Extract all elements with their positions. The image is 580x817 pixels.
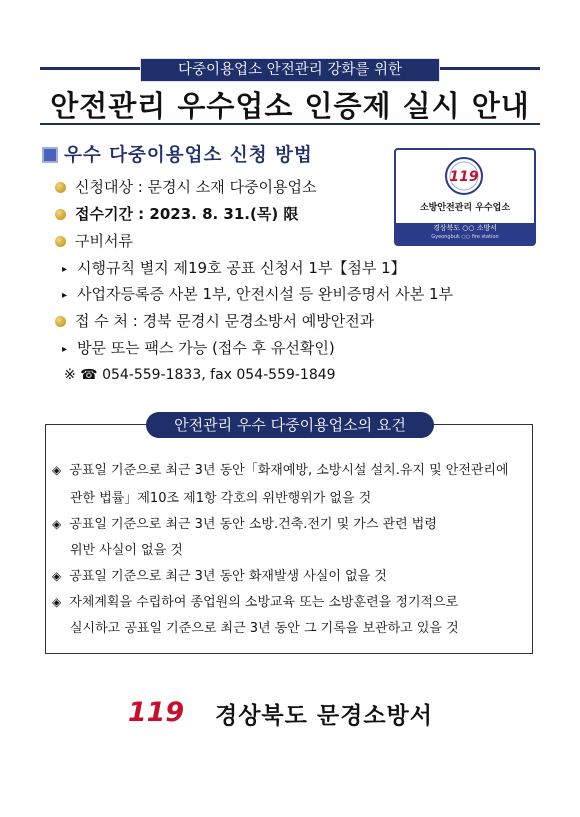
list-item-documents: 구비서류 (55, 232, 133, 250)
requirement-line: ◈ 공표일 기준으로 최근 3년 동안 소방.건축.전기 및 가스 관련 법령 (52, 517, 437, 532)
diamond-bullet-icon: ◈ (52, 517, 62, 531)
bullet-icon (55, 209, 66, 220)
bullet-icon (55, 236, 66, 247)
arrow-right-icon: ▸ (62, 290, 68, 301)
footer-logo-text: 119 (127, 697, 185, 728)
arrow-right-icon: ▸ (62, 264, 68, 275)
list-subitem-copies: ▸ 사업자등록증 사본 1부, 안전시설 등 완비증명서 사본 1부 (62, 285, 454, 303)
list-item-period: 접수기간 : 2023. 8. 31.(목) 限 (55, 205, 298, 223)
diamond-bullet-icon: ◈ (52, 569, 62, 583)
list-subitem-visit: ▸ 방문 또는 팩스 가능 (접수 후 유선확인) (62, 339, 335, 357)
certificate-band (396, 223, 534, 244)
arrow-right-icon: ▸ (62, 344, 68, 355)
fire-119-logo-icon (127, 694, 185, 728)
list-item-office: 접 수 처 : 경북 문경시 문경소방서 예방안전과 (55, 312, 374, 330)
fire-119-emblem-icon (440, 156, 488, 196)
bullet-icon (55, 182, 66, 193)
certificate-station: 경상북도 ○○ 소방서 (433, 224, 497, 232)
header-bottom-rule (40, 123, 540, 125)
page-title: 안전관리 우수업소 인증제 실시 안내 (50, 89, 530, 123)
requirement-line: 실시하고 공표일 기준으로 최근 3년 동안 그 기록을 보관하고 있을 것 (70, 621, 459, 636)
requirement-line: ◈ 자체계획을 수립하여 종업원의 소방교육 또는 소방훈련을 정기적으로 (52, 595, 459, 610)
svg-text:119: 119 (449, 169, 479, 185)
bullet-icon (55, 316, 66, 327)
diamond-bullet-icon: ◈ (52, 595, 62, 609)
organization-name: 경상북도 문경소방서 (215, 703, 433, 729)
contact-line: ※ ☎ 054-559-1833, fax 054-559-1849 (64, 367, 336, 383)
requirement-line: 위반 사실이 없을 것 (70, 543, 183, 558)
diamond-bullet-icon: ◈ (52, 463, 62, 477)
requirements-title: 안전관리 우수 다중이용업소의 요건 (146, 412, 434, 438)
certificate-station-en: Gyeongbuk ○○ fire station (431, 234, 499, 240)
certificate-sticker (394, 148, 536, 246)
requirement-line: ◈ 공표일 기준으로 최근 3년 동안 화재발생 사실이 없을 것 (52, 569, 387, 584)
requirement-line: 관한 법률」제10조 제1항 각호의 위반행위가 없을 것 (70, 491, 372, 506)
header-subtitle: 다중이용업소 안전관리 강화를 위한 (140, 58, 440, 82)
list-item-target: 신청대상 : 문경시 소재 다중이용업소 (55, 178, 316, 196)
list-subitem-form: ▸ 시행규칙 별지 제19호 공표 신청서 1부【첨부 1】 (62, 259, 406, 277)
certificate-title: 소방안전관리 우수업소 (419, 203, 511, 213)
section-heading: 우수 다중이용업소 신청 방법 (64, 145, 313, 166)
requirement-line: ◈ 공표일 기준으로 최근 3년 동안「화재예방, 소방시설 설치.유지 및 안전관리에 (52, 463, 509, 478)
section-square-icon (42, 147, 58, 163)
